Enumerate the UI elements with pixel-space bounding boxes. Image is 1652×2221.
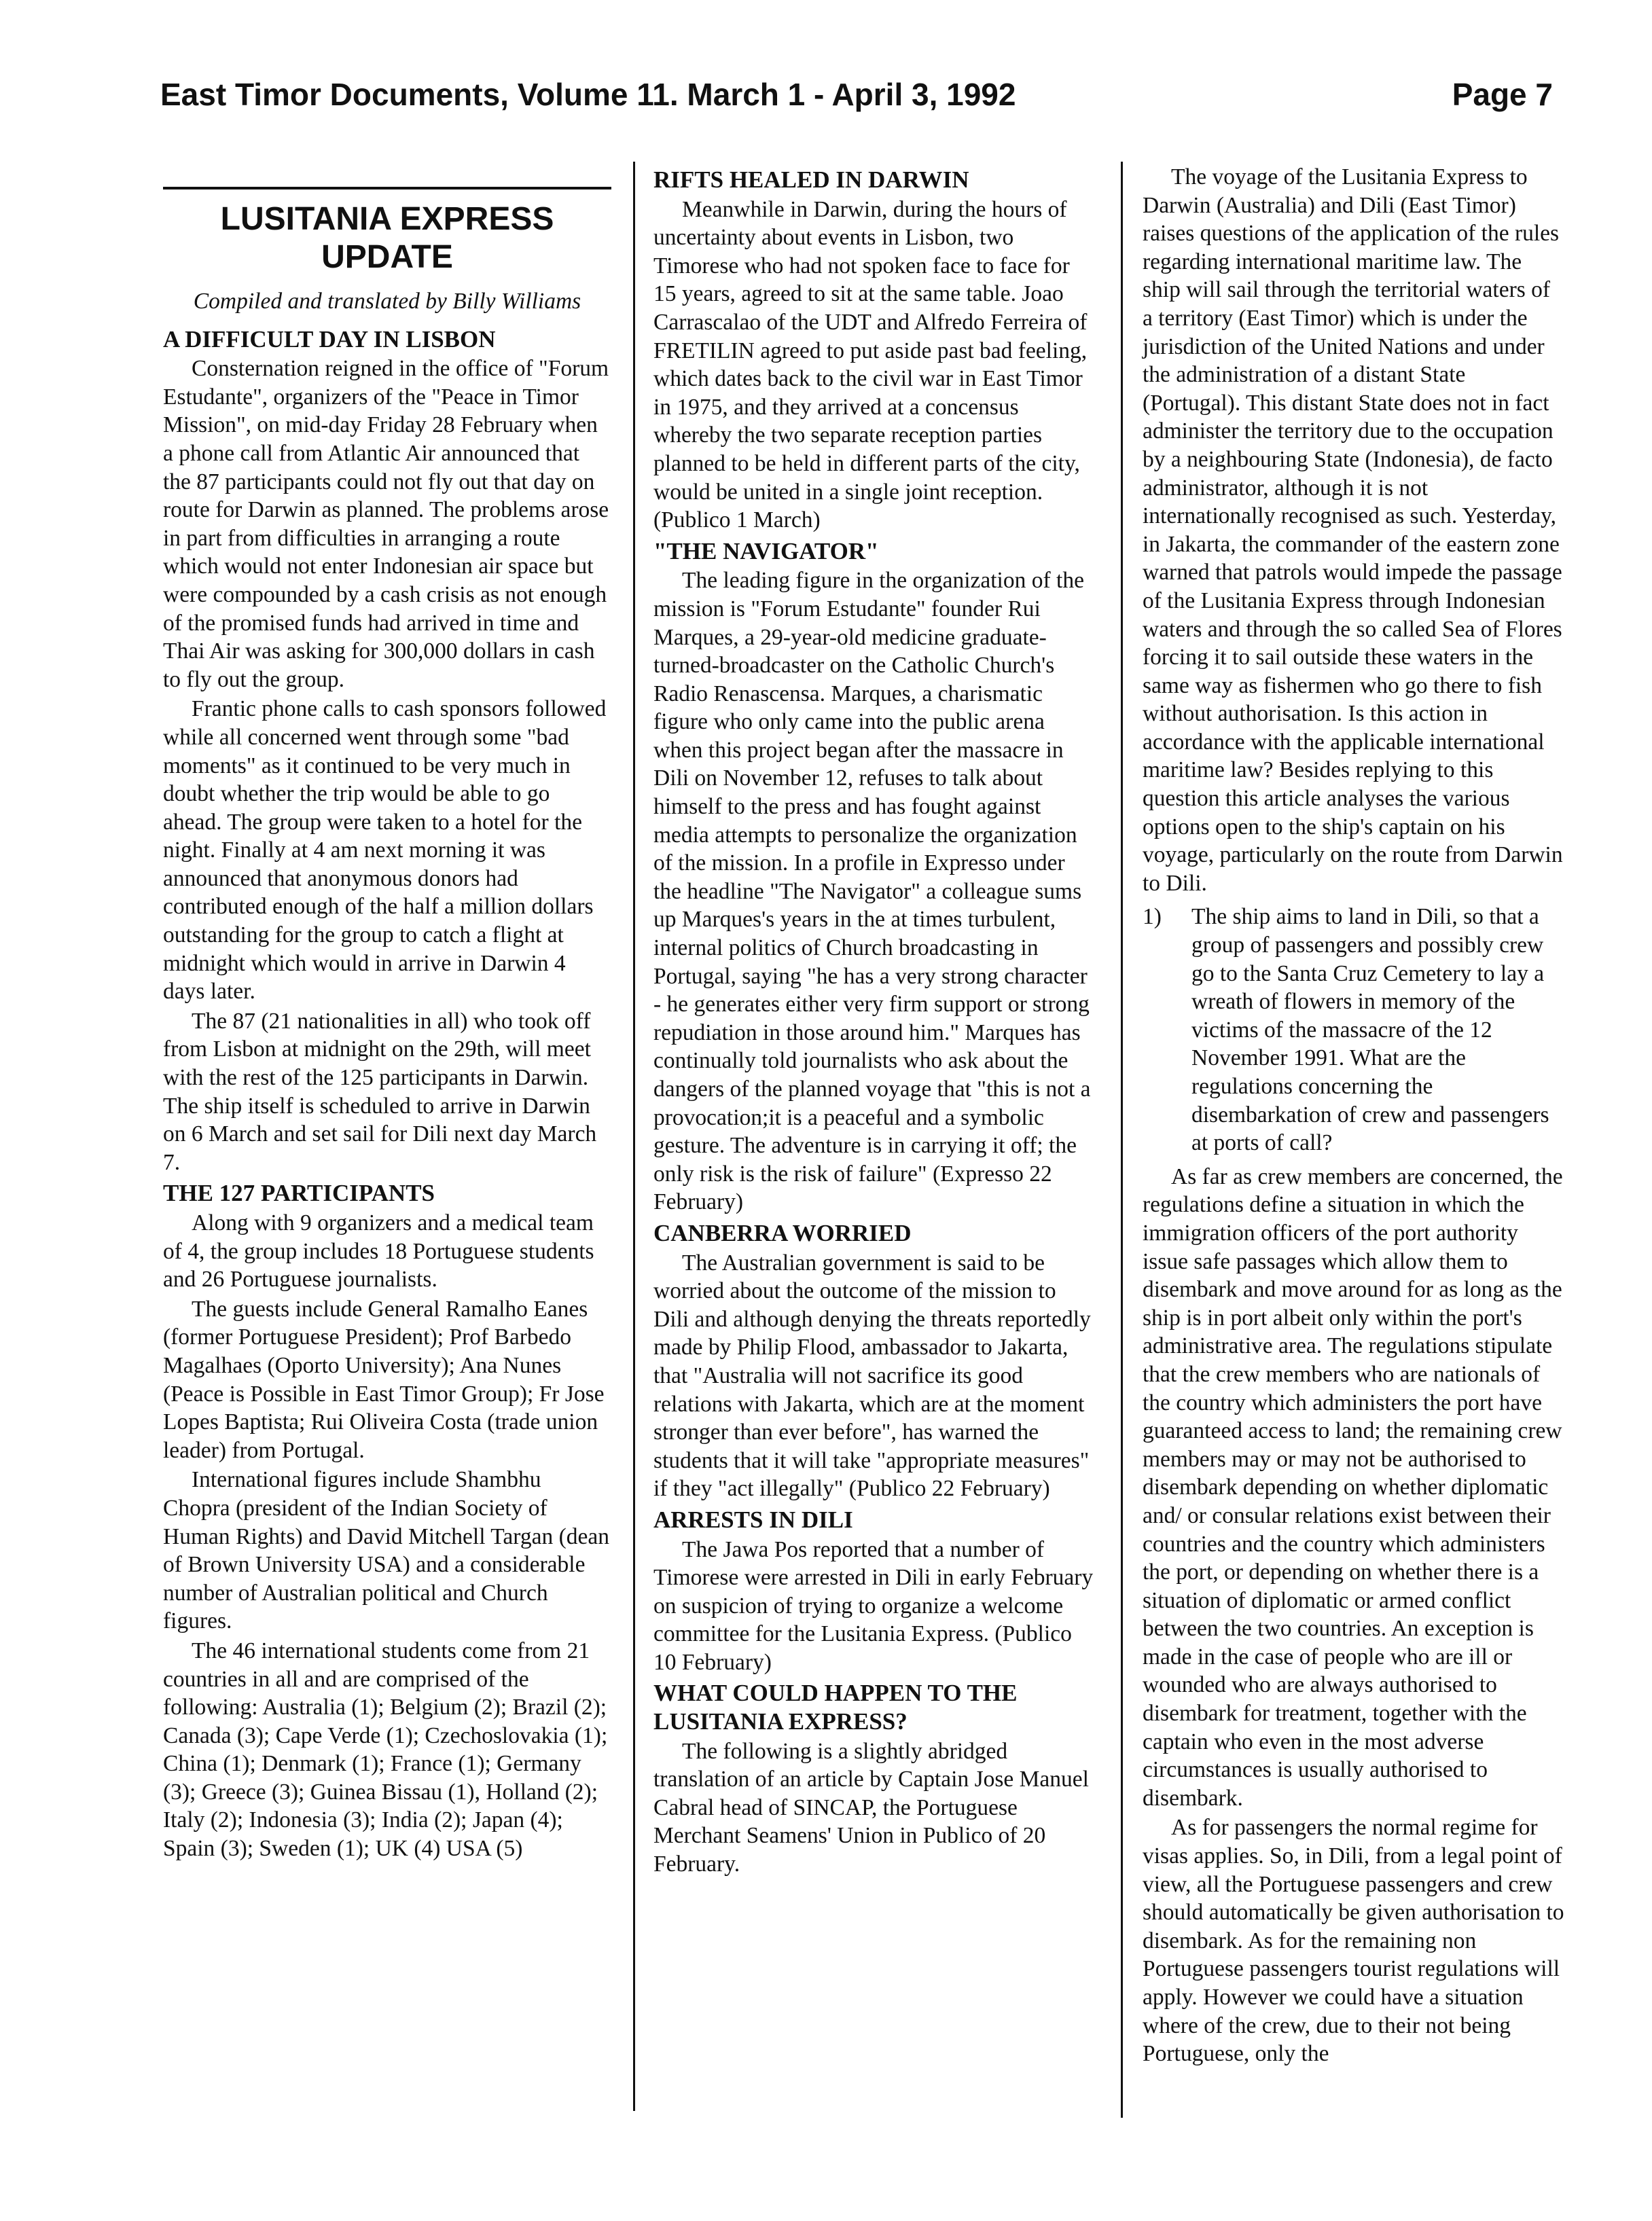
column-divider xyxy=(633,162,635,2111)
paragraph: The following is a slightly abridged translation of an article by Captain Jose Manuel Cabral head of SINCAP, the Portuguese Merchant Seamens' Union in Publico of 20 February. xyxy=(653,1738,1089,1877)
column-divider xyxy=(1121,162,1123,2118)
paragraph: The leading figure in the organization of the mission is "Forum Estudante" founder Rui Marques, a 29-year-old medicine graduate-turned-broadcaster on the Catholic Church's Radio Renascensa. Marques, a charismatic figure who only came into the public arena when this project began after the massacre in Dili on November 12, refuses to talk about himself to the press and has fought against media attempts to personalize the organization of the mission. In a profile in Expresso under the headline "The Navigator" a colleague sums up Marques's years in the at times turbulent, internal politics of Church broadcasting in Portugal, saying "he has a very strong character - he generates either very firm support or strong repudiation in those around him." Marques has continually told journalists who ask about the dangers of the planned voyage that "this is not a provocation;it is a peaceful and a symbolic gesture. The adventure is in carrying it off; the only risk is the risk of failure" (Expresso 22 February) xyxy=(653,568,1091,1215)
paragraph: The 46 international students come from 21 countries in all and are comprised of the following: Australia (1); Belgium (2); Brazil (2); Canada (3); Cape Verde (1); Czechoslovakia (1); China (1); Denmark (1); France (1); Germany (3); Greece (3); Guinea Bissau (1), Holland (2); Italy (2); Indonesia (3); India (2); Japan (4); Spain (3); Sweden (1); UK (4) USA (5) xyxy=(163,1638,608,1862)
section-heading: A DIFFICULT DAY IN LISBON xyxy=(163,325,496,353)
paragraph: The 87 (21 nationalities in all) who took off from Lisbon at midnight on the 29th, will meet with the rest of the 125 participants in Darwin. The ship itself is scheduled to arrive in Darwin on 6 March and set sail for Dili next day March 7. xyxy=(163,1008,597,1175)
section-heading: THE 127 PARTICIPANTS xyxy=(163,1180,435,1207)
paragraph: As for passengers the normal regime for visas applies. So, in Dili, from a legal point of view, all the Portuguese passengers and crew should automatically be given authorisation to disembark. As for the remaining non Portuguese passengers tourist regulations will apply. However we could have a situation where of the crew, due to their not being Portuguese, only the xyxy=(1143,1815,1564,2067)
section-heading: RIFTS HEALED IN DARWIN xyxy=(653,166,969,193)
article-byline: Compiled and translated by Billy Williams xyxy=(193,289,581,314)
paragraph: Meanwhile in Darwin, during the hours of uncertainty about events in Lisbon, two Timorese who had not spoken face to face for 15 years, agreed to sit at the same table. Joao Carrascalao of the UDT and Alfredo Ferreira of FRETILIN agreed to put aside past bad feeling, which dates back to the civil war in East Timor in 1975, and they arrived at a concensus whereby the two separate reception parties planned to be held in different parts of the city, would be united in a single joint reception. (Publico 1 March) xyxy=(653,196,1088,533)
page-header xyxy=(160,76,1553,130)
section-heading: WHAT COULD HAPPEN TO THE LUSITANIA EXPRESS? xyxy=(653,1680,1018,1735)
section-heading: CANBERRA WORRIED xyxy=(653,1219,912,1246)
paragraph: International figures include Shambhu Chopra (president of the Indian Society of Human Rights) and David Mitchell Targan (dean of Brown University USA) and a considerable number of Australian political and Church figures. xyxy=(163,1467,609,1634)
publication-header: East Timor Documents, Volume 11. March 1 - April 3, 1992 xyxy=(160,77,1016,112)
column-2 xyxy=(653,163,1094,1880)
section-heading: ARRESTS IN DILI xyxy=(653,1506,853,1533)
paragraph: The Jawa Pos reported that a number of Timorese were arrested in Dili in early February on suspicion of trying to organize a welcome committee for the Lusitania Express. (Publico 10 February) xyxy=(653,1536,1094,1675)
list-item xyxy=(1143,903,1565,1157)
column-1 xyxy=(163,166,611,1864)
paragraph: The voyage of the Lusitania Express to Darwin (Australia) and Dili (East Timor) raises questions of the application of the rules regarding international maritime law. The ship will sail through the territorial waters of a territory (East Timor) which is under the jurisdiction of the United Nations and under the administration of a distant State (Portugal). This distant State does not in fact administer the territory due to the occupation by a neighbouring State (Indonesia), de facto administrator, although it is not internationally recognised as such. Yesterday, in Jakarta, the commander of the eastern zone warned that patrols would impede the passage of the Lusitania Express through Indonesian waters and through the so called Sea of Flores forcing it to sail outside these waters in the same way as fishermen who go there to fish without authorisation. Is this action in accordance with the applicable international maritime law? Besides replying to this question this article analyses the various options open to the ship's captain on his voyage, particularly on the route from Darwin to Dili. xyxy=(1143,164,1563,896)
paragraph: Along with 9 organizers and a medical team of 4, the group includes 18 Portuguese students and 26 Portuguese journalists. xyxy=(163,1210,594,1293)
page-number: Page 7 xyxy=(1452,77,1553,112)
paragraph: Frantic phone calls to cash sponsors followed while all concerned went through some "bad moments" as it continued to be very much in doubt whether the trip would be able to go ahead. The group were taken to a hotel for the night. Finally at 4 am next morning it was announced that anonymous donors had contributed enough of the half a million dollars outstanding for the group to catch a flight at midnight which would in arrive in Darwin 4 days later. xyxy=(163,696,607,1005)
paragraph: Consternation reigned in the office of "Forum Estudante", organizers of the "Peace in Timor Mission", on mid-day Friday 28 February when a phone call from Atlantic Air announced that the 87 participants could not fly out that day on route for Darwin as planned. The problems arose in part from difficulties in arranging a route which would not enter Indonesian air space but were compounded by a cash crisis as not enough of the promised funds had arrived in time and Thai Air was asking for 300,000 dollars in cash to fly out the group. xyxy=(163,356,609,692)
list-number: 1) xyxy=(1143,904,1162,930)
paragraph: As far as crew members are concerned, the regulations define a situation in which the immigration officers of the port authority issue safe passages which allow them to disembark and move around for as long as the ship is in port albeit only within the port's administrative area. The regulations stipulate that the crew members who are nationals of the country which administers the port have guaranteed access to land; the remaining crew members may or may not be authorised to disembark depending on whether diplomatic and/ or consular relations exist between their countries and the country which administers the port, or depending on whether there is a situation of diplomatic or armed conflict between the two countries. An exception is made in the case of people who are ill or wounded who are always authorised to disembark for treatment, together with the captain who even in the most adverse circumstances is usually authorised to disembark. xyxy=(1143,1163,1563,1811)
paragraph: The Australian government is said to be worried about the outcome of the mission to Dili and although denying the threats reportedly made by Philip Flood, ambassador to Jakarta, that "Australia will not sacrifice its good relations with Jakarta, which are at the moment stronger than ever before", has warned the students that it will take "appropriate measures" if they "act illegally" (Publico 22 February) xyxy=(653,1250,1091,1502)
list-item-text: The ship aims to land in Dili, so that a group of passengers and possibly crew go to the Santa Cruz Cemetery to lay a wreath of flowers in memory of the victims of the massacre of the 12 November 1991. What are the regulations concerning the disembarkation of crew and passengers at ports of call? xyxy=(1191,904,1549,1156)
section-heading: "THE NAVIGATOR" xyxy=(653,537,879,564)
paragraph: The guests include General Ramalho Eanes (former Portuguese President); Prof Barbedo Magalhaes (Oporto University); Ana Nunes (Peace is Possible in East Timor Group); Fr Jose Lopes Baptista; Rui Oliveira Costa (trade union leader) from Portugal. xyxy=(163,1296,605,1463)
title-rule xyxy=(163,187,611,189)
column-3 xyxy=(1143,163,1565,2070)
article-title: LUSITANIA EXPRESS UPDATE xyxy=(220,201,554,275)
